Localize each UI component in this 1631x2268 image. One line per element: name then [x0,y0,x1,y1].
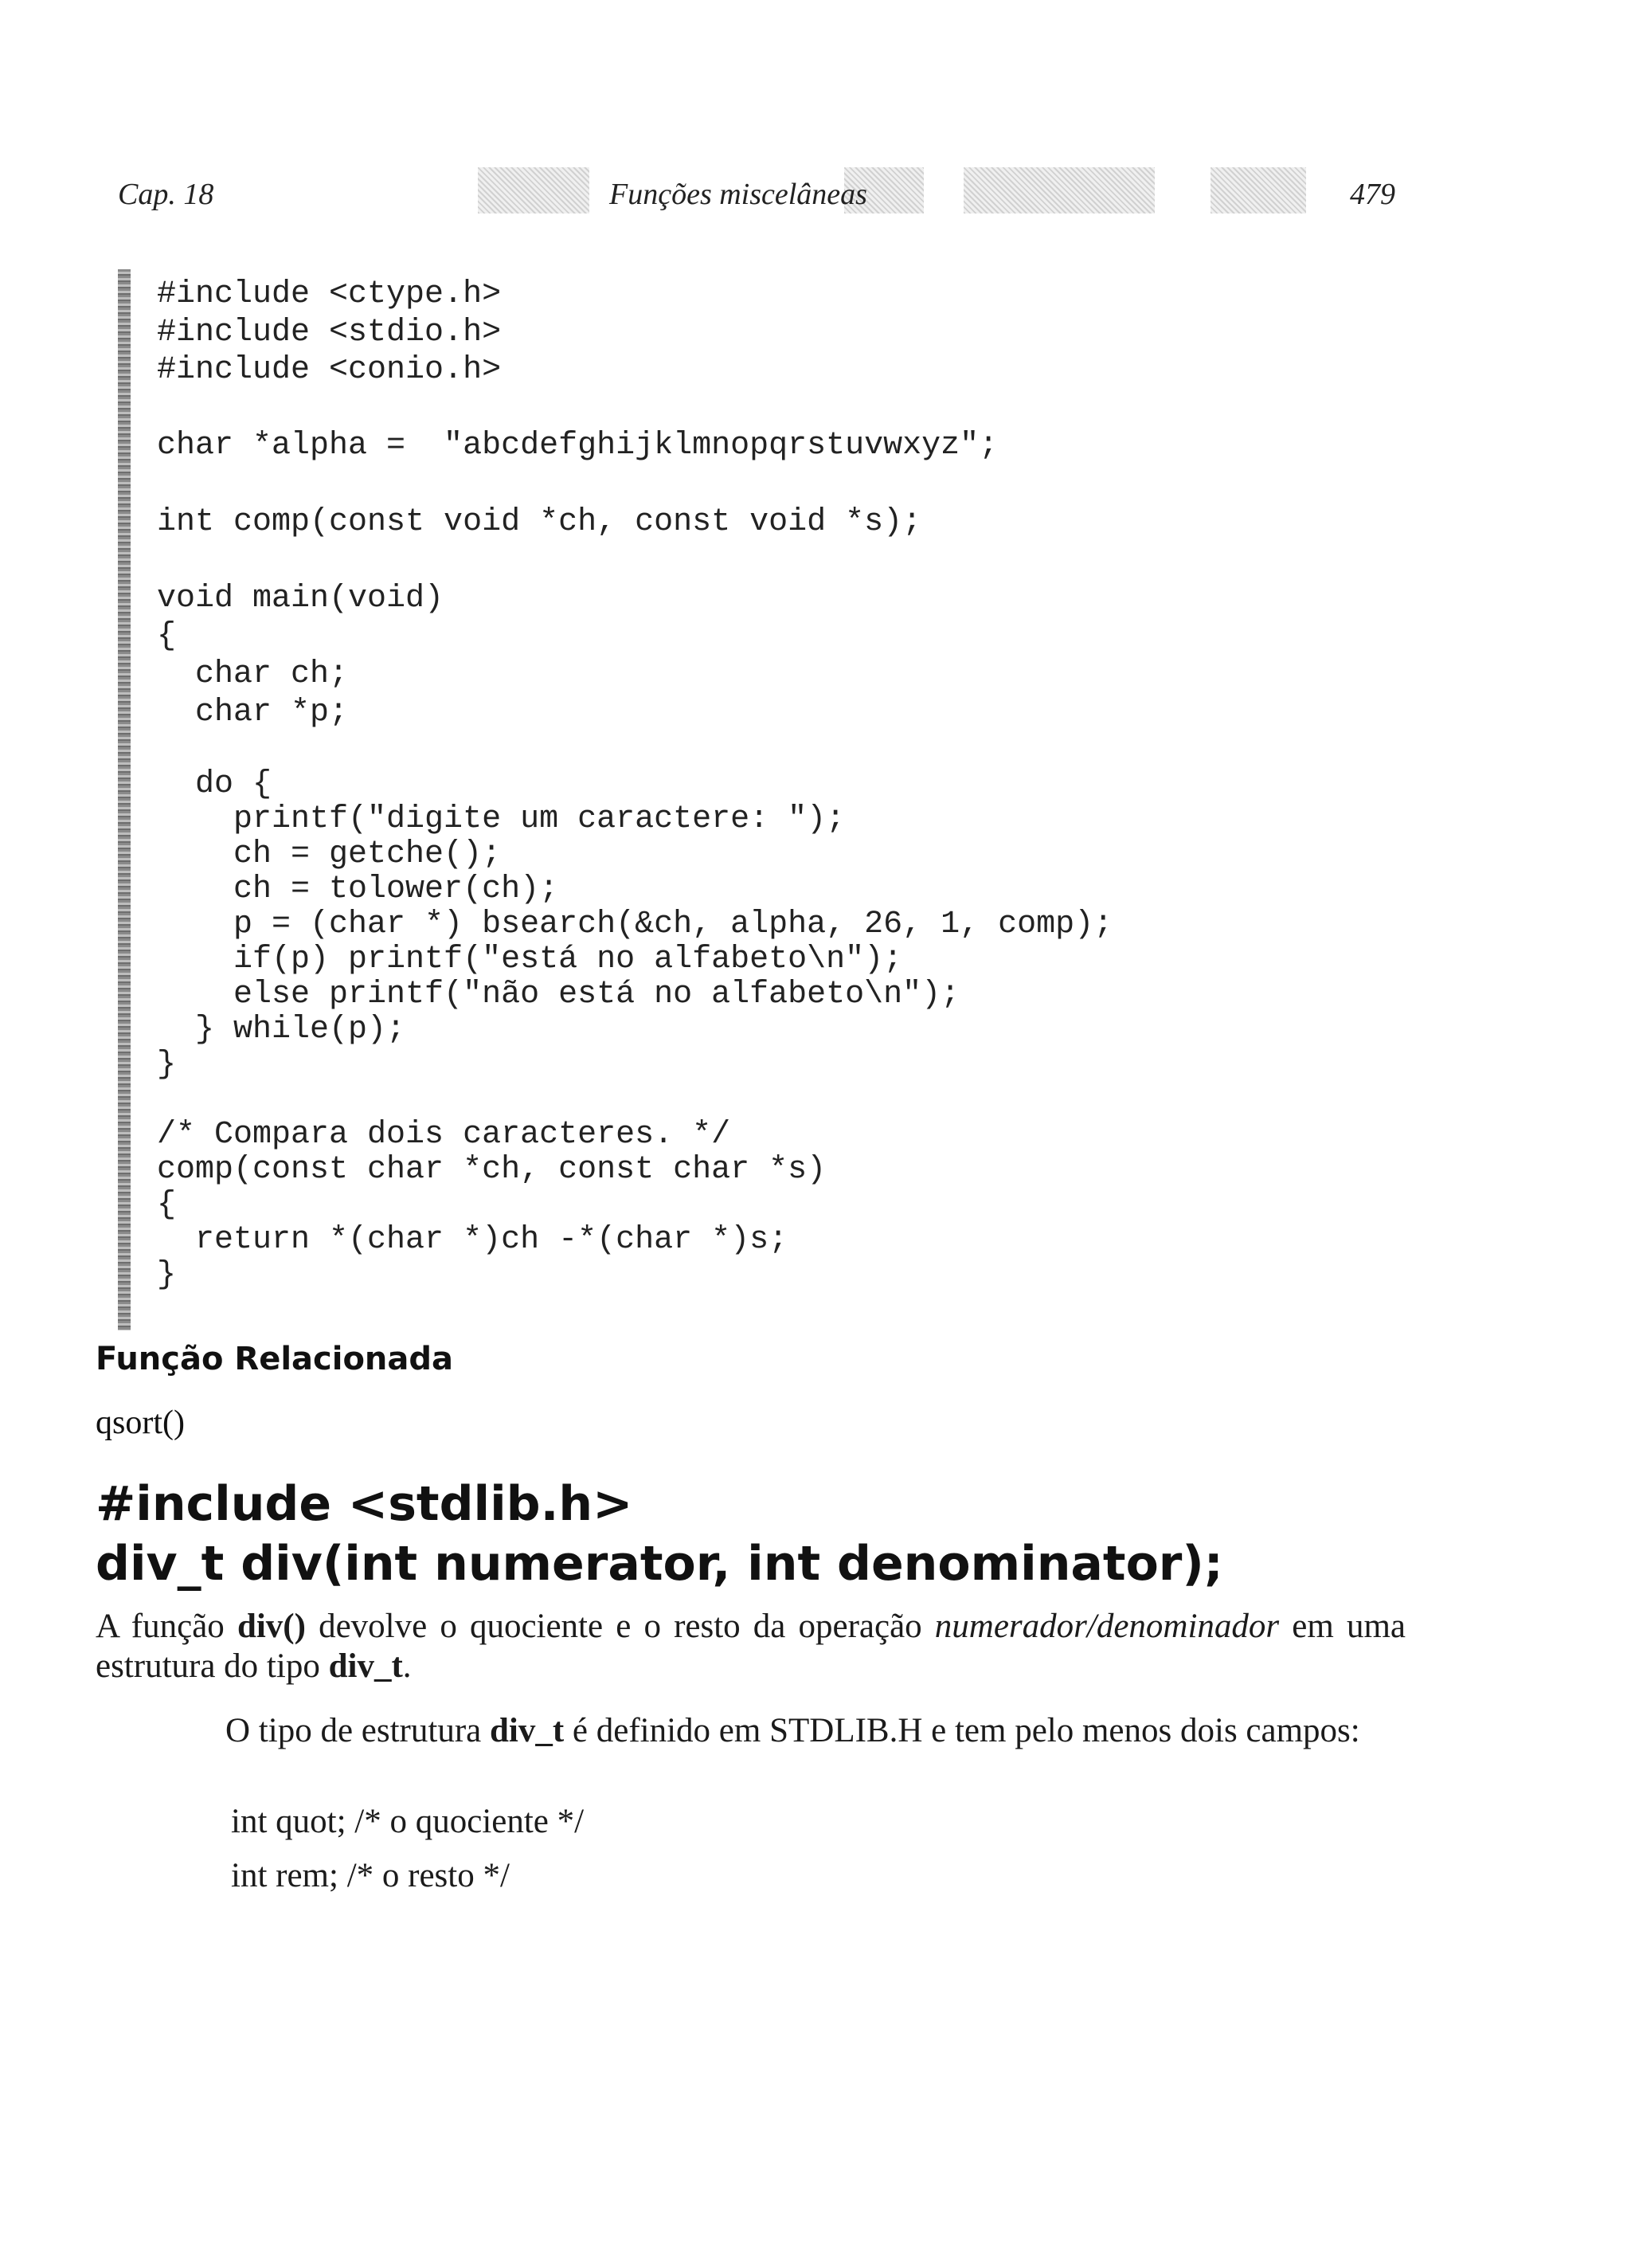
header-texture [478,167,589,213]
struct-field: int rem; /* o resto */ [231,1857,510,1894]
code-line: printf("digite um caractere: "); [157,801,846,837]
code-line: /* Compara dois caracteres. */ [157,1117,731,1153]
code-line: if(p) printf("está no alfabeto\n"); [157,942,903,977]
operation-term: numerador/denominador [934,1608,1280,1645]
running-title: Funções miscelâneas [609,178,867,211]
code-line: void main(void) [157,581,444,617]
code-line: #include <conio.h> [157,352,502,388]
code-line: #include <stdio.h> [157,315,502,351]
header-texture [964,167,1155,213]
code-line: } [157,1257,177,1293]
header-texture [1211,167,1306,213]
code-line: } [157,1047,177,1083]
code-line: else printf("não está no alfabeto\n"); [157,977,960,1013]
related-function-name: qsort() [96,1404,185,1441]
description-paragraph: O tipo de estrutura div_t é definido em STDLIB.H e tem pelo menos dois campos: [225,1712,1360,1749]
code-line: char *p; [157,695,349,731]
function-name: div() [237,1608,306,1645]
type-name: div_t [328,1647,403,1685]
code-line: comp(const char *ch, const char *s) [157,1152,827,1188]
code-line: { [157,1187,177,1223]
code-line: do { [157,766,272,802]
struct-field: int quot; /* o quociente */ [231,1803,585,1840]
chapter-label: Cap. 18 [118,178,214,211]
code-line: #include <ctype.h> [157,276,502,312]
code-line: ch = getche(); [157,836,502,872]
code-line: p = (char *) bsearch(&ch, alpha, 26, 1, comp); [157,907,1113,942]
type-name: div_t [489,1712,565,1749]
code-line: ch = tolower(ch); [157,872,559,907]
related-function-heading: Função Relacionada [96,1341,454,1377]
code-line: char ch; [157,656,349,692]
code-line: int comp(const void *ch, const void *s); [157,504,922,540]
code-line: } while(p); [157,1012,406,1048]
code-line: char *alpha = "abcdefghijklmnopqrstuvwxyz"; [157,428,999,464]
prototype-signature: div_t div(int numerator, int denominator); [96,1536,1223,1592]
page-number: 479 [1350,178,1395,211]
prototype-include: #include <stdlib.h> [96,1476,633,1532]
code-line: return *(char *)ch -*(char *)s; [157,1222,788,1258]
code-margin-bar [118,269,131,1330]
code-line: { [157,618,177,654]
description-paragraph: A função div() devolve o quociente e o resto da operação numerador/denominador em uma estrutura do tipo div_t. [96,1608,1406,1685]
